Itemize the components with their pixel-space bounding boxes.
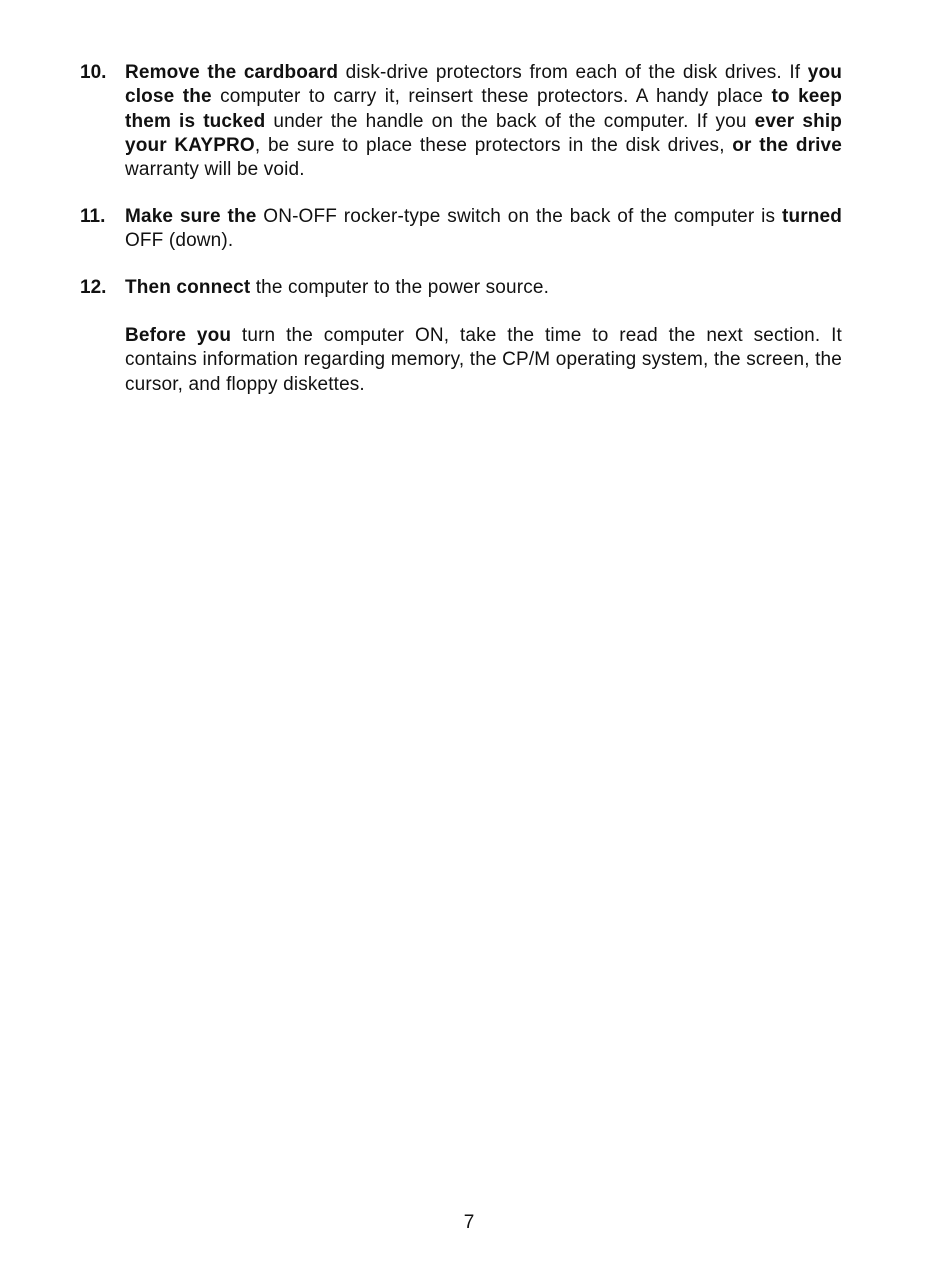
page-number: 7	[463, 1212, 475, 1233]
closing-paragraph: Before you turn the computer ON, take the time to read the next section. It contains information regarding memory, the CP/M operating system, the screen, the cursor, and floppy diskettes.	[125, 325, 842, 395]
item-number: 10.	[80, 62, 107, 83]
item-lead: Remove the cardboard	[125, 62, 339, 83]
list-item-12	[80, 276, 850, 300]
list-item-11	[80, 205, 850, 254]
item-number: 11.	[80, 206, 106, 227]
item-number: 12.	[80, 277, 107, 298]
item-lead: Then connect	[125, 277, 251, 298]
item-text: Make sure the ON-OFF rocker-type switch on the back of the computer is turned OFF (down).	[125, 206, 842, 252]
list-item-10	[80, 61, 850, 182]
item-text: Then connect the computer to the power source.	[125, 277, 550, 298]
item-lead: Make sure the	[125, 206, 257, 227]
item-text: Remove the cardboard disk-drive protectors from each of the disk drives. If you close the computer to carry it, reinsert these protectors. A handy place to keep them is tucked under the handle on the back of the computer. If you ever ship your KAYPRO, be sure to place these protectors in the disk drives, or the drive warranty will be void.	[125, 62, 843, 181]
paragraph-lead: Before you	[125, 325, 232, 346]
